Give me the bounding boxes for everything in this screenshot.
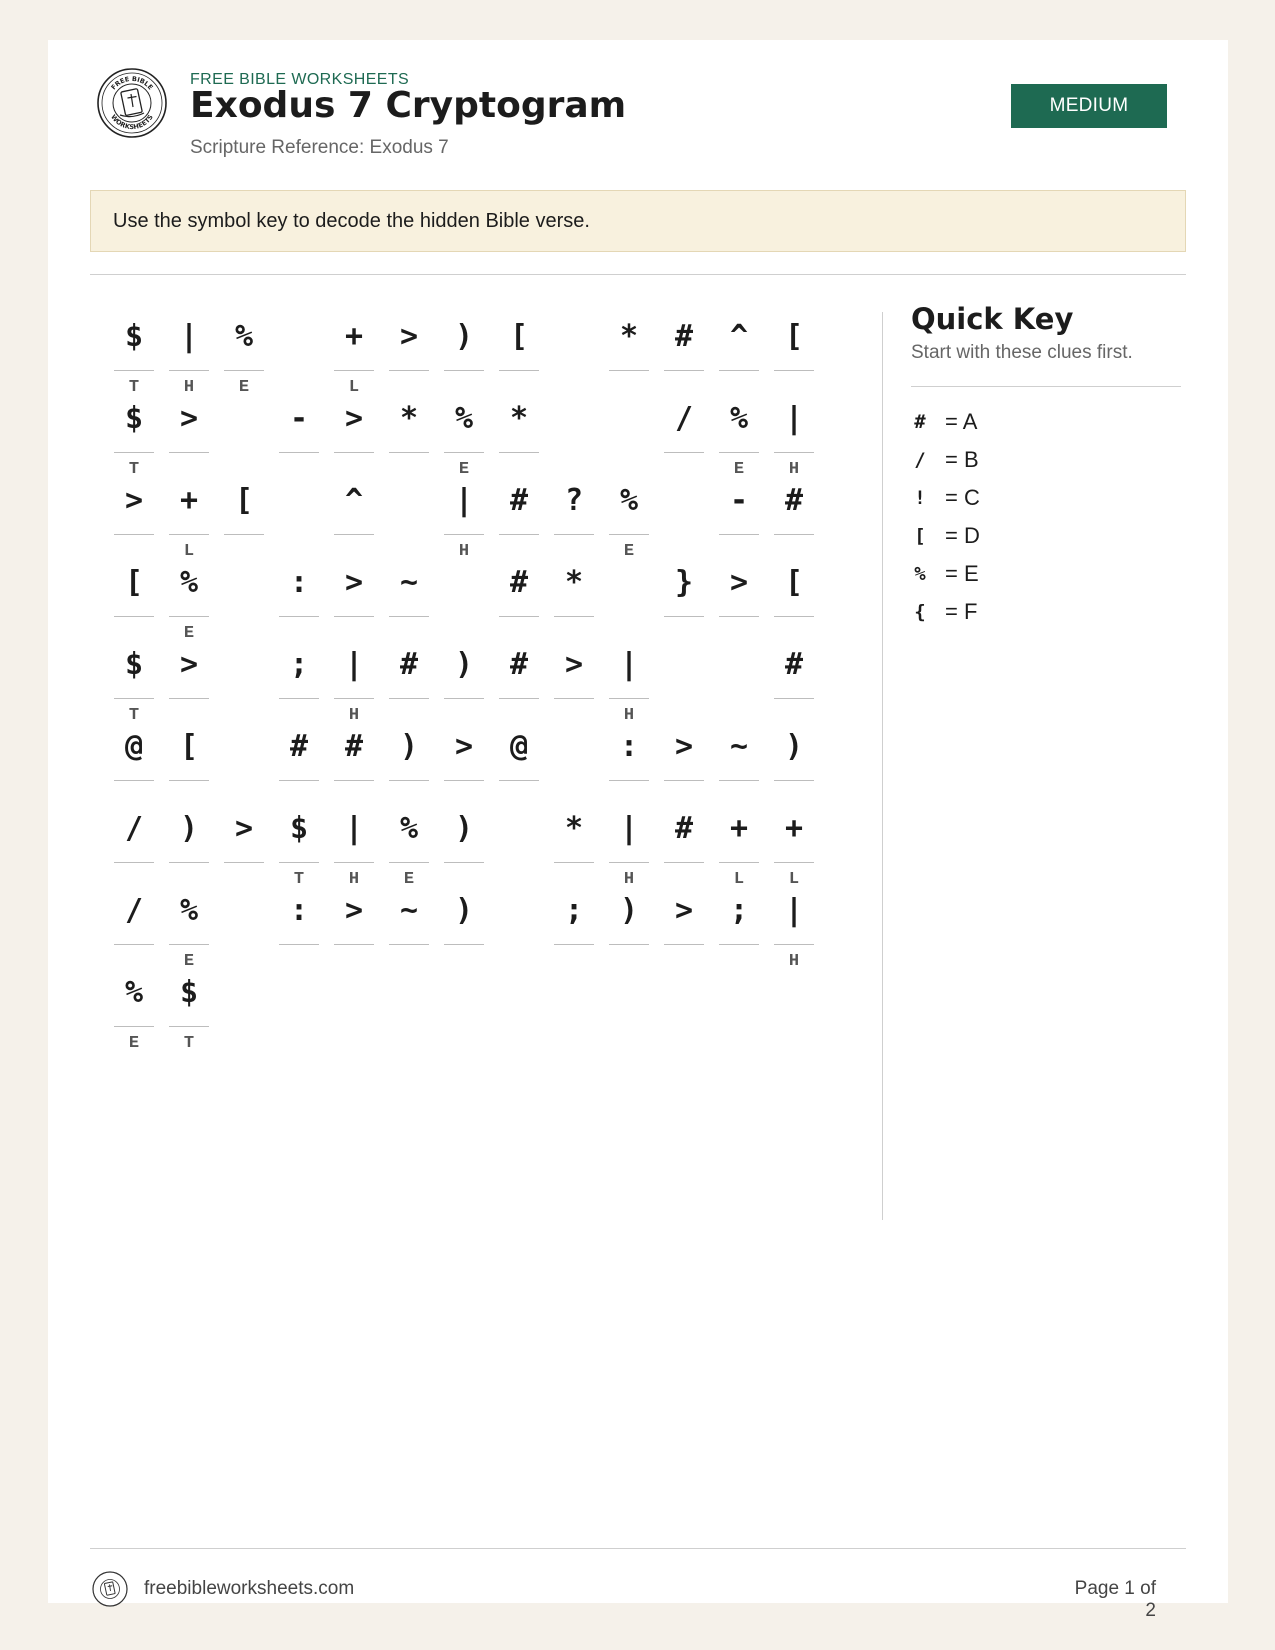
answer-letter: E xyxy=(403,870,415,889)
answer-blank[interactable] xyxy=(279,698,319,699)
answer-letter: L xyxy=(733,870,745,889)
cipher-symbol: > xyxy=(179,646,199,682)
answer-blank[interactable] xyxy=(114,862,154,863)
difficulty-badge: MEDIUM xyxy=(1011,84,1167,128)
cipher-symbol: : xyxy=(289,564,309,600)
answer-blank[interactable] xyxy=(279,616,319,617)
cipher-symbol: : xyxy=(619,728,639,764)
cipher-symbol: [ xyxy=(509,318,529,354)
cipher-symbol: @ xyxy=(509,728,529,764)
answer-letter xyxy=(224,870,264,890)
cipher-symbol: + xyxy=(784,810,804,846)
quick-key-symbol: [ xyxy=(914,525,926,547)
answer-blank[interactable] xyxy=(389,862,429,863)
cipher-symbol: $ xyxy=(179,974,199,1010)
answer-letter: H xyxy=(623,870,635,889)
answer-letter xyxy=(609,952,649,972)
cipher-symbol: : xyxy=(289,892,309,928)
answer-blank[interactable] xyxy=(499,698,539,699)
answer-blank[interactable] xyxy=(279,862,319,863)
answer-blank[interactable] xyxy=(554,862,594,863)
answer-letter: H xyxy=(458,542,470,561)
cipher-symbol: * xyxy=(399,400,419,436)
page-title: Exodus 7 Cryptogram xyxy=(190,85,627,126)
cipher-symbol: } xyxy=(674,564,694,600)
answer-blank[interactable] xyxy=(169,1026,209,1027)
answer-blank[interactable] xyxy=(609,370,649,371)
answer-blank[interactable] xyxy=(499,616,539,617)
cipher-symbol: | xyxy=(619,646,639,682)
cipher-symbol: * xyxy=(564,810,584,846)
answer-letter xyxy=(224,542,264,562)
answer-blank[interactable] xyxy=(554,944,594,945)
scripture-reference: Scripture Reference: Exodus 7 xyxy=(190,137,449,158)
cipher-symbol: [ xyxy=(124,564,144,600)
cipher-symbol: # xyxy=(784,646,804,682)
answer-letter: T xyxy=(183,1034,195,1053)
answer-blank[interactable] xyxy=(334,452,374,453)
cipher-symbol: | xyxy=(344,646,364,682)
answer-blank[interactable] xyxy=(224,534,264,535)
answer-blank[interactable] xyxy=(444,698,484,699)
answer-blank[interactable] xyxy=(114,944,154,945)
quick-key-value: = C xyxy=(945,485,980,510)
answer-letter: H xyxy=(623,706,635,725)
quick-key-title: Quick Key xyxy=(911,302,1074,336)
cipher-symbol: * xyxy=(619,318,639,354)
quick-key-divider xyxy=(911,386,1181,387)
page-number: Page 1 of 2 xyxy=(1074,1578,1156,1621)
answer-letter: T xyxy=(293,870,305,889)
quick-key-value: = B xyxy=(945,447,979,472)
answer-blank[interactable] xyxy=(719,452,759,453)
column-divider xyxy=(882,312,883,1220)
answer-blank[interactable] xyxy=(334,698,374,699)
answer-letter xyxy=(389,460,429,480)
answer-blank[interactable] xyxy=(114,370,154,371)
answer-letter xyxy=(664,460,704,480)
answer-blank[interactable] xyxy=(774,534,814,535)
cipher-symbol: > xyxy=(234,810,254,846)
answer-letter xyxy=(719,624,759,644)
answer-blank[interactable] xyxy=(444,452,484,453)
answer-blank[interactable] xyxy=(609,944,649,945)
answer-blank[interactable] xyxy=(554,534,594,535)
cipher-symbol: / xyxy=(124,810,144,846)
bible-seal-icon xyxy=(92,1571,128,1607)
answer-letter xyxy=(609,378,649,398)
cipher-symbol: # xyxy=(509,482,529,518)
cipher-symbol: % xyxy=(234,318,254,354)
cipher-symbol: | xyxy=(619,810,639,846)
cipher-symbol: ) xyxy=(454,892,474,928)
answer-blank[interactable] xyxy=(389,698,429,699)
answer-blank[interactable] xyxy=(719,370,759,371)
cipher-symbol: ) xyxy=(784,728,804,764)
cipher-symbol: ; xyxy=(729,892,749,928)
quick-key-item xyxy=(911,402,1111,442)
cipher-symbol: | xyxy=(454,482,474,518)
answer-letter xyxy=(444,952,484,972)
answer-blank[interactable] xyxy=(169,616,209,617)
cipher-symbol: $ xyxy=(124,400,144,436)
answer-blank[interactable] xyxy=(719,944,759,945)
answer-letter: L xyxy=(348,378,360,397)
cipher-symbol: # xyxy=(399,646,419,682)
cipher-symbol: | xyxy=(344,810,364,846)
cipher-symbol: > xyxy=(564,646,584,682)
cipher-symbol: ) xyxy=(179,810,199,846)
cipher-symbol: > xyxy=(344,564,364,600)
cipher-symbol: # xyxy=(289,728,309,764)
quick-key-value: = E xyxy=(945,561,979,586)
answer-blank[interactable] xyxy=(389,370,429,371)
answer-blank[interactable] xyxy=(774,370,814,371)
cipher-symbol: * xyxy=(509,400,529,436)
answer-letter: H xyxy=(788,460,800,479)
answer-blank[interactable] xyxy=(389,452,429,453)
cipher-symbol: $ xyxy=(124,646,144,682)
answer-blank[interactable] xyxy=(279,780,319,781)
answer-blank[interactable] xyxy=(554,616,594,617)
cipher-symbol: > xyxy=(674,728,694,764)
answer-blank[interactable] xyxy=(664,452,704,453)
cipher-symbol: - xyxy=(289,400,309,436)
quick-key-symbol: ! xyxy=(914,487,926,509)
answer-blank[interactable] xyxy=(169,370,209,371)
cipher-symbol: ) xyxy=(619,892,639,928)
answer-blank[interactable] xyxy=(774,616,814,617)
answer-blank[interactable] xyxy=(224,862,264,863)
answer-blank[interactable] xyxy=(224,370,264,371)
answer-blank[interactable] xyxy=(169,944,209,945)
cipher-symbol: ) xyxy=(454,810,474,846)
answer-blank[interactable] xyxy=(554,698,594,699)
cipher-symbol: [ xyxy=(784,564,804,600)
answer-blank[interactable] xyxy=(609,534,649,535)
answer-blank[interactable] xyxy=(114,1026,154,1027)
answer-blank[interactable] xyxy=(664,862,704,863)
answer-blank[interactable] xyxy=(279,944,319,945)
cipher-symbol: % xyxy=(454,400,474,436)
cipher-symbol: # xyxy=(674,318,694,354)
answer-blank[interactable] xyxy=(719,780,759,781)
answer-blank[interactable] xyxy=(169,698,209,699)
cipher-symbol: > xyxy=(124,482,144,518)
quick-key-item xyxy=(911,554,1111,594)
cipher-symbol: > xyxy=(454,728,474,764)
answer-blank[interactable] xyxy=(664,370,704,371)
answer-letter: H xyxy=(788,952,800,971)
worksheet-page xyxy=(48,40,1228,1621)
answer-letter: T xyxy=(128,378,140,397)
cipher-symbol: ; xyxy=(289,646,309,682)
cryptogram-grid xyxy=(48,40,888,1140)
answer-blank[interactable] xyxy=(664,944,704,945)
answer-letter xyxy=(334,952,374,972)
answer-blank[interactable] xyxy=(444,862,484,863)
answer-letter: T xyxy=(128,460,140,479)
cipher-symbol: ? xyxy=(564,482,584,518)
answer-letter: L xyxy=(183,542,195,561)
answer-blank[interactable] xyxy=(169,862,209,863)
answer-blank[interactable] xyxy=(774,452,814,453)
cipher-symbol: / xyxy=(674,400,694,436)
answer-blank[interactable] xyxy=(444,370,484,371)
answer-blank[interactable] xyxy=(444,780,484,781)
answer-blank[interactable] xyxy=(114,534,154,535)
cipher-symbol: > xyxy=(344,400,364,436)
answer-blank[interactable] xyxy=(499,534,539,535)
answer-letter: E xyxy=(128,1034,140,1053)
answer-blank[interactable] xyxy=(664,616,704,617)
answer-blank[interactable] xyxy=(444,944,484,945)
quick-key-value: = A xyxy=(945,409,978,434)
cipher-symbol: ~ xyxy=(399,564,419,600)
answer-letter xyxy=(719,952,759,972)
cipher-symbol: [ xyxy=(234,482,254,518)
quick-key-value: = D xyxy=(945,523,980,548)
answer-letter: L xyxy=(788,870,800,889)
answer-letter: E xyxy=(733,460,745,479)
answer-blank[interactable] xyxy=(334,944,374,945)
answer-blank[interactable] xyxy=(444,534,484,535)
cipher-symbol: % xyxy=(399,810,419,846)
cipher-symbol: + xyxy=(179,482,199,518)
answer-blank[interactable] xyxy=(774,698,814,699)
answer-blank[interactable] xyxy=(719,616,759,617)
answer-letter: H xyxy=(183,378,195,397)
quick-key-item xyxy=(911,516,1111,556)
quick-key-symbol: % xyxy=(914,563,926,585)
answer-blank[interactable] xyxy=(114,780,154,781)
answer-blank[interactable] xyxy=(114,616,154,617)
answer-blank[interactable] xyxy=(719,534,759,535)
cipher-symbol: $ xyxy=(289,810,309,846)
answer-blank[interactable] xyxy=(169,534,209,535)
answer-blank[interactable] xyxy=(499,370,539,371)
answer-letter: E xyxy=(238,378,250,397)
cipher-symbol: % xyxy=(619,482,639,518)
cipher-symbol: * xyxy=(564,564,584,600)
cipher-symbol: ) xyxy=(454,318,474,354)
quick-key-subtitle: Start with these clues first. xyxy=(911,342,1133,363)
answer-blank[interactable] xyxy=(664,780,704,781)
svg-text:FREE BIBLE: FREE BIBLE xyxy=(109,74,155,92)
cipher-symbol: > xyxy=(344,892,364,928)
answer-blank[interactable] xyxy=(609,780,649,781)
brand-name: FREE BIBLE WORKSHEETS xyxy=(190,71,410,88)
answer-blank[interactable] xyxy=(334,534,374,535)
cipher-symbol: - xyxy=(729,482,749,518)
answer-letter xyxy=(499,788,539,808)
answer-letter: H xyxy=(348,870,360,889)
cipher-symbol: ; xyxy=(564,892,584,928)
cipher-symbol: % xyxy=(179,892,199,928)
answer-blank[interactable] xyxy=(279,452,319,453)
cipher-symbol: ~ xyxy=(399,892,419,928)
answer-letter xyxy=(389,952,429,972)
cipher-symbol: ) xyxy=(454,646,474,682)
cipher-symbol: ~ xyxy=(729,728,749,764)
cipher-symbol: # xyxy=(674,810,694,846)
cipher-symbol: # xyxy=(784,482,804,518)
answer-letter xyxy=(554,952,594,972)
quick-key-item xyxy=(911,478,1111,518)
answer-letter xyxy=(664,952,704,972)
answer-blank[interactable] xyxy=(774,780,814,781)
answer-blank[interactable] xyxy=(114,698,154,699)
svg-text:WORKSHEETS: WORKSHEETS xyxy=(109,113,155,132)
cipher-symbol: / xyxy=(124,892,144,928)
answer-blank[interactable] xyxy=(609,862,649,863)
answer-blank[interactable] xyxy=(334,616,374,617)
cipher-symbol: @ xyxy=(124,728,144,764)
answer-blank[interactable] xyxy=(499,780,539,781)
answer-blank[interactable] xyxy=(114,452,154,453)
cipher-symbol: ^ xyxy=(729,318,749,354)
cipher-symbol: | xyxy=(784,400,804,436)
cipher-symbol: > xyxy=(179,400,199,436)
answer-blank[interactable] xyxy=(774,862,814,863)
quick-key-symbol: # xyxy=(914,411,926,433)
footer-divider xyxy=(90,1548,1186,1549)
cipher-symbol: | xyxy=(784,892,804,928)
answer-letter: E xyxy=(183,952,195,971)
cipher-symbol: # xyxy=(344,728,364,764)
cipher-symbol: + xyxy=(729,810,749,846)
cipher-symbol: ) xyxy=(399,728,419,764)
answer-blank[interactable] xyxy=(334,370,374,371)
cipher-symbol: ^ xyxy=(344,482,364,518)
answer-letter: T xyxy=(128,706,140,725)
cipher-symbol: % xyxy=(729,400,749,436)
cipher-symbol: % xyxy=(124,974,144,1010)
instructions-text: Use the symbol key to decode the hidden Bible verse. xyxy=(113,209,590,232)
answer-blank[interactable] xyxy=(334,862,374,863)
answer-blank[interactable] xyxy=(499,452,539,453)
quick-key-symbol: { xyxy=(914,601,926,623)
cipher-symbol: > xyxy=(399,318,419,354)
answer-blank[interactable] xyxy=(609,698,649,699)
answer-letter xyxy=(664,624,704,644)
cipher-symbol: + xyxy=(344,318,364,354)
answer-letter: H xyxy=(348,706,360,725)
quick-key-value: = F xyxy=(945,599,978,624)
answer-blank[interactable] xyxy=(169,780,209,781)
cipher-symbol: | xyxy=(179,318,199,354)
cipher-symbol: [ xyxy=(784,318,804,354)
answer-blank[interactable] xyxy=(774,944,814,945)
answer-letter xyxy=(279,952,319,972)
answer-blank[interactable] xyxy=(169,452,209,453)
answer-letter xyxy=(279,460,319,480)
answer-letter: E xyxy=(458,460,470,479)
cipher-symbol: % xyxy=(179,564,199,600)
answer-letter xyxy=(554,706,594,726)
answer-blank[interactable] xyxy=(389,944,429,945)
cipher-symbol: [ xyxy=(179,728,199,764)
answer-blank[interactable] xyxy=(719,862,759,863)
cipher-symbol: > xyxy=(729,564,749,600)
answer-blank[interactable] xyxy=(334,780,374,781)
answer-letter: E xyxy=(183,624,195,643)
answer-letter: E xyxy=(623,542,635,561)
answer-blank[interactable] xyxy=(389,780,429,781)
quick-key-item xyxy=(911,440,1111,480)
cipher-symbol: # xyxy=(509,646,529,682)
answer-blank[interactable] xyxy=(389,616,429,617)
footer-website: freebibleworksheets.com xyxy=(144,1578,355,1599)
quick-key-item xyxy=(911,592,1111,632)
cipher-symbol: > xyxy=(674,892,694,928)
quick-key-symbol: / xyxy=(914,449,926,471)
cipher-symbol: # xyxy=(509,564,529,600)
cipher-symbol: $ xyxy=(124,318,144,354)
